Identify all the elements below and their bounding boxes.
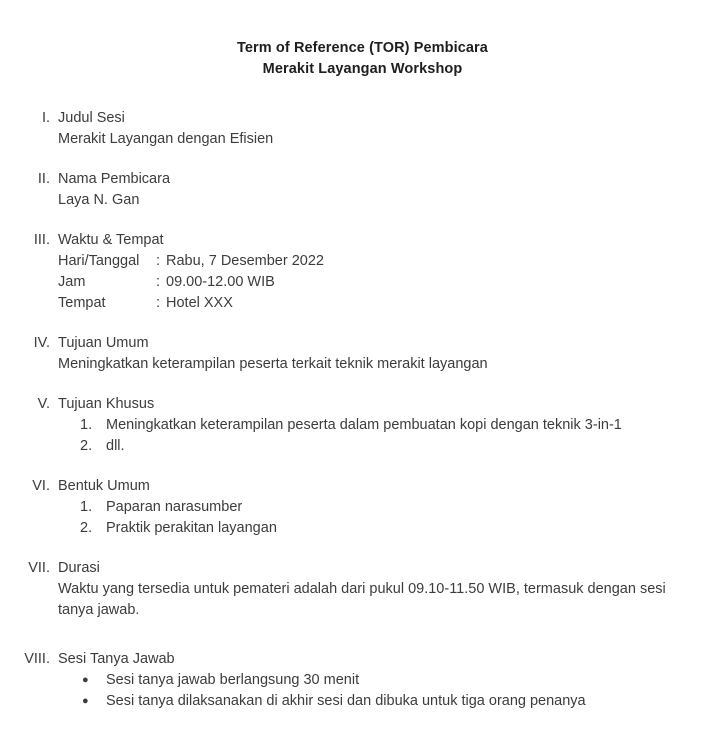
section-sesi-tanya-jawab xyxy=(0,649,725,712)
list-item-text: Sesi tanya jawab berlangsung 30 menit xyxy=(106,672,360,688)
list-marker: 1. xyxy=(80,417,93,433)
section-body xyxy=(58,169,725,211)
detail-key: Jam xyxy=(58,274,86,290)
section-numeral: VII. xyxy=(28,560,50,576)
section-numeral: I. xyxy=(41,110,50,126)
sub-item-list xyxy=(58,497,685,539)
section-waktu-tempat xyxy=(0,230,725,314)
document-title xyxy=(0,0,725,80)
section-heading: Nama Pembicara xyxy=(58,171,171,187)
list-marker: 2. xyxy=(80,438,93,454)
detail-separator: : xyxy=(156,274,161,290)
section-tujuan-umum xyxy=(0,333,725,375)
section-body xyxy=(58,558,725,621)
section-heading: Sesi Tanya Jawab xyxy=(58,651,175,667)
list-marker: 2. xyxy=(80,520,93,536)
bullet-icon: ● xyxy=(82,674,89,686)
section-numeral: IV. xyxy=(33,335,50,351)
document-title-line-1: Term of Reference (TOR) Pembicara xyxy=(237,40,488,56)
list-marker: 1. xyxy=(80,499,93,515)
section-body xyxy=(58,108,725,150)
section-numeral: II. xyxy=(37,171,50,187)
section-numeral: VI. xyxy=(32,478,50,494)
section-list xyxy=(0,108,725,712)
section-judul-sesi xyxy=(0,108,725,150)
section-heading: Tujuan Khusus xyxy=(58,396,155,412)
list-item xyxy=(58,415,685,436)
section-body xyxy=(58,649,725,712)
section-numeral: VIII. xyxy=(24,651,50,667)
section-paragraph: Laya N. Gan xyxy=(58,192,140,208)
section-body xyxy=(58,230,725,314)
section-heading: Durasi xyxy=(58,560,100,576)
detail-separator: : xyxy=(156,253,161,269)
list-item xyxy=(58,497,685,518)
section-body xyxy=(58,394,725,457)
list-item xyxy=(58,691,685,712)
detail-row-jam xyxy=(58,272,685,293)
detail-value: Rabu, 7 Desember 2022 xyxy=(166,253,324,269)
section-numeral: V. xyxy=(37,396,50,412)
detail-row-tempat xyxy=(58,293,685,314)
detail-key: Hari/Tanggal xyxy=(58,253,140,269)
detail-row-haritanggal xyxy=(58,251,685,272)
list-item xyxy=(58,436,685,457)
section-nama-pembicara xyxy=(0,169,725,211)
list-item-text: Paparan narasumber xyxy=(106,499,243,515)
list-item-text: Sesi tanya dilaksanakan di akhir sesi dan dibuka untuk tiga orang penanya xyxy=(106,693,586,709)
section-heading: Waktu & Tempat xyxy=(58,232,164,248)
list-item-text: Meningkatkan keterampilan peserta dalam pembuatan kopi dengan teknik 3-in-1 xyxy=(106,417,622,433)
section-durasi xyxy=(0,558,725,621)
detail-separator: : xyxy=(156,295,161,311)
section-paragraph: Meningkatkan keterampilan peserta terkait teknik merakit layangan xyxy=(58,356,488,372)
section-paragraph: Merakit Layangan dengan Efisien xyxy=(58,131,274,147)
list-item xyxy=(58,518,685,539)
section-tujuan-khusus xyxy=(0,394,725,457)
section-numeral: III. xyxy=(33,232,50,248)
section-bentuk-umum xyxy=(0,476,725,539)
detail-value: Hotel XXX xyxy=(166,295,233,311)
section-heading: Tujuan Umum xyxy=(58,335,149,351)
list-item xyxy=(58,670,685,691)
detail-value: 09.00-12.00 WIB xyxy=(166,274,275,290)
section-body xyxy=(58,333,725,375)
section-heading: Judul Sesi xyxy=(58,110,125,126)
list-item-text: dll. xyxy=(106,438,125,454)
sub-item-list xyxy=(58,415,685,457)
list-item-text: Praktik perakitan layangan xyxy=(106,520,277,536)
section-heading: Bentuk Umum xyxy=(58,478,150,494)
bullet-list xyxy=(58,670,685,712)
detail-key: Tempat xyxy=(58,295,106,311)
document-title-line-2: Merakit Layangan Workshop xyxy=(262,61,463,77)
bullet-icon: ● xyxy=(82,695,89,707)
section-paragraph: Waktu yang tersedia untuk pemateri adalah dari pukul 09.10-11.50 WIB, termasuk dengan sesi tanya jawab. xyxy=(58,581,666,618)
section-body xyxy=(58,476,725,539)
